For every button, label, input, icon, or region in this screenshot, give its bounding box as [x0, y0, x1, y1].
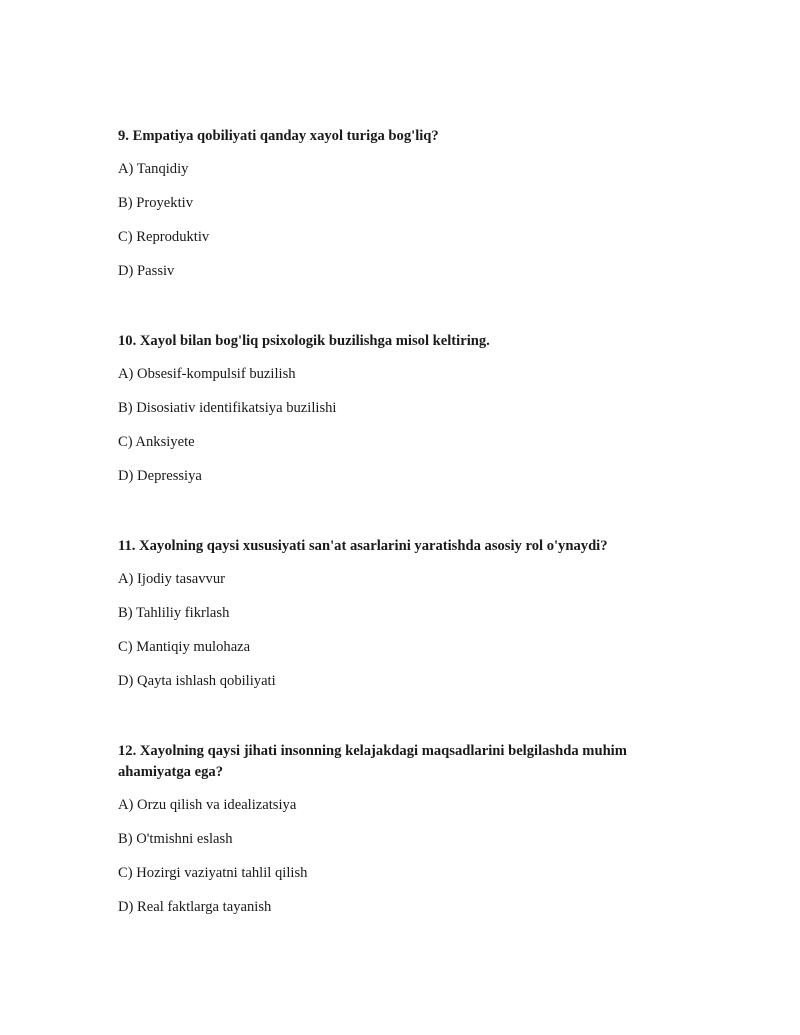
answer-option-c: C) Hozirgi vaziyatni tahlil qilish	[118, 865, 308, 881]
answer-option-d: D) Qayta ishlash qobiliyati	[118, 673, 276, 689]
answer-option-d: D) Real faktlarga tayanish	[118, 899, 272, 915]
question-title: 11. Xayolning qaysi xususiyati san'at asarlarini yaratishda asosiy rol o'ynaydi?	[118, 538, 608, 554]
answer-option-a: A) Orzu qilish va idealizatsiya	[118, 797, 297, 813]
question-10	[118, 331, 688, 487]
question-9	[118, 126, 688, 282]
answer-option-b: B) Proyektiv	[118, 195, 193, 211]
question-title: 10. Xayol bilan bog'liq psixologik buzilishga misol keltiring.	[118, 333, 490, 349]
answer-option-c: C) Anksiyete	[118, 434, 195, 450]
question-12	[118, 741, 688, 918]
answer-option-b: B) Disosiativ identifikatsiya buzilishi	[118, 400, 337, 416]
answer-option-d: D) Depressiya	[118, 468, 202, 484]
answer-option-b: B) O'tmishni eslash	[118, 831, 233, 847]
question-11	[118, 536, 688, 692]
answer-option-d: D) Passiv	[118, 263, 175, 279]
answer-option-a: A) Ijodiy tasavvur	[118, 571, 225, 587]
question-title: 9. Empatiya qobiliyati qanday xayol turiga bog'liq?	[118, 128, 439, 144]
answer-option-c: C) Reproduktiv	[118, 229, 210, 245]
answer-option-a: A) Obsesif-kompulsif buzilish	[118, 366, 296, 382]
question-title: 12. Xayolning qaysi jihati insonning kelajakdagi maqsadlarini belgilashda muhim ahamiyatga ega?	[118, 743, 627, 780]
answer-option-c: C) Mantiqiy mulohaza	[118, 639, 251, 655]
answer-option-a: A) Tanqidiy	[118, 161, 189, 177]
answer-option-b: B) Tahliliy fikrlash	[118, 605, 230, 621]
document-page	[118, 126, 688, 967]
